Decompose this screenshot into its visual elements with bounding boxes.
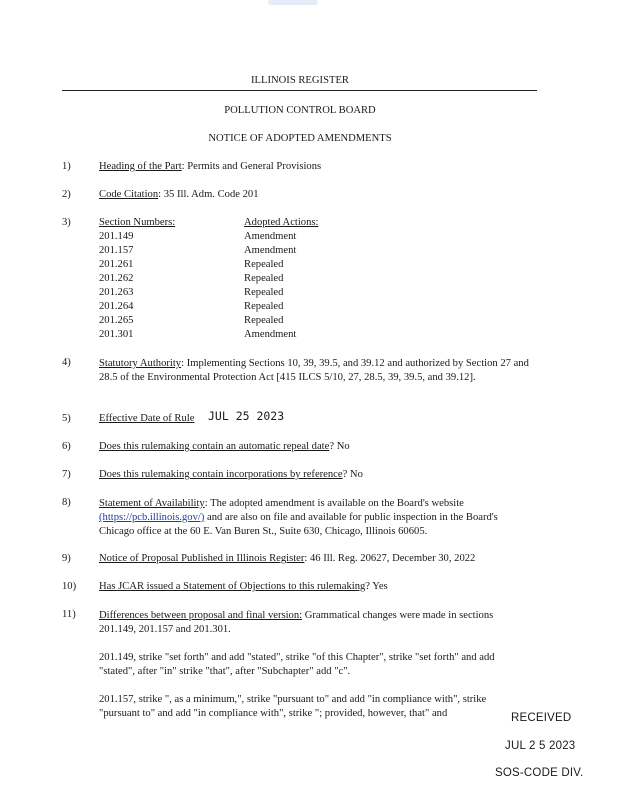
adopted-actions-header: Adopted Actions: (244, 217, 319, 228)
scan-smudge (268, 0, 318, 5)
item-10 (99, 581, 388, 592)
received-stamp-date: JUL 2 5 2023 (505, 740, 576, 752)
item-4-number: 4) (62, 357, 71, 368)
adopted-action: Amendment (244, 329, 297, 340)
item-4-text: : Implementing Sections 10, 39, 39.5, and 39.12 and authorized by Section 27 and 28.5 of the Environmental Protection Act [415 ILCS 5/10, 27, 28.5, 39, 39.5, and 39.12]. (99, 358, 529, 383)
item-7 (99, 469, 363, 480)
item-8-number: 8) (62, 497, 71, 508)
notice-title: NOTICE OF ADOPTED AMENDMENTS (208, 133, 392, 144)
item-11-number: 11) (62, 609, 76, 620)
item-11-paragraph-2: 201.157, strike ", as a minimum,", strike "pursuant to" and add "in compliance with", strike "pursuant to" and add "in compliance with", strike "; provided, however, that" and (99, 694, 487, 719)
section-number: 201.265 (99, 315, 134, 326)
item-9-label: Notice of Proposal Published in Illinois Register (99, 553, 305, 564)
item-8-label: Statement of Availability (99, 498, 205, 509)
item-11 (99, 609, 529, 637)
section-number: 201.264 (99, 301, 134, 312)
item-7-text: ? No (342, 469, 363, 480)
item-9-text: : 46 Ill. Reg. 20627, December 30, 2022 (304, 553, 476, 564)
item-2-label: Code Citation (99, 189, 159, 200)
register-title: ILLINOIS REGISTER (251, 75, 349, 86)
section-number: 201.301 (99, 329, 134, 340)
adopted-action: Repealed (244, 259, 284, 270)
received-stamp: RECEIVED (511, 712, 572, 724)
item-7-label: Does this rulemaking contain incorporations by reference (99, 469, 343, 480)
header-rule (62, 90, 537, 91)
item-11-label: Differences between proposal and final version: (99, 610, 303, 621)
item-11-paragraph-1: 201.149, strike "set forth" and add "stated", strike "of this Chapter", strike "set forth" and add "stated", after "in" strike "that", after "Subchapter" add "c". (99, 652, 495, 677)
item-10-number: 10) (62, 581, 77, 592)
adopted-action: Amendment (244, 245, 297, 256)
item-1-number: 1) (62, 161, 71, 172)
item-8-text-a: : The adopted amendment is available on the Board's website (204, 498, 464, 509)
item-2 (99, 189, 259, 200)
effective-date-handwritten: JUL 25 2023 (208, 409, 285, 423)
item-10-text: ? Yes (365, 581, 388, 592)
item-4-label: Statutory Authority (99, 358, 182, 369)
item-10-label: Has JCAR issued a Statement of Objections to this rulemaking (99, 581, 366, 592)
section-number: 201.149 (99, 231, 134, 242)
adopted-action: Repealed (244, 287, 284, 298)
item-6-label: Does this rulemaking contain an automatic repeal date (99, 441, 330, 452)
item-8 (99, 497, 529, 539)
section-number: 201.261 (99, 259, 134, 270)
board-title: POLLUTION CONTROL BOARD (224, 105, 376, 116)
item-5-number: 5) (62, 413, 71, 424)
section-number: 201.157 (99, 245, 134, 256)
item-6-number: 6) (62, 441, 71, 452)
item-9-number: 9) (62, 553, 71, 564)
item-1-label: Heading of the Part (99, 161, 182, 172)
adopted-action: Repealed (244, 273, 284, 284)
item-2-number: 2) (62, 189, 71, 200)
adopted-action: Repealed (244, 315, 284, 326)
item-1 (99, 161, 321, 172)
item-6-text: ? No (329, 441, 350, 452)
item-4 (99, 357, 529, 385)
item-9 (99, 553, 475, 564)
section-number: 201.263 (99, 287, 134, 298)
item-5 (99, 413, 194, 424)
item-7-number: 7) (62, 469, 71, 480)
item-6 (99, 441, 350, 452)
adopted-action: Repealed (244, 301, 284, 312)
section-numbers-header: Section Numbers: (99, 217, 176, 228)
item-5-label: Effective Date of Rule (99, 413, 195, 424)
section-number: 201.262 (99, 273, 134, 284)
item-2-text: : 35 Ill. Adm. Code 201 (158, 189, 259, 200)
item-1-text: : Permits and General Provisions (181, 161, 322, 172)
board-website-link[interactable]: (https://pcb.illinois.gov/) (99, 512, 205, 523)
adopted-action: Amendment (244, 231, 297, 242)
item-11-text: Grammatical changes were made in sections 201.149, 201.157 and 201.301. (99, 610, 494, 635)
item-3-number: 3) (62, 217, 71, 228)
item-8-text-b: and are also on file and available for public inspection in the Board's Chicago office at the 60 E. Van Buren St., Suite 630, Chicago, Illinois 60605. (99, 512, 498, 537)
received-stamp-division: SOS-CODE DIV. (495, 767, 584, 779)
